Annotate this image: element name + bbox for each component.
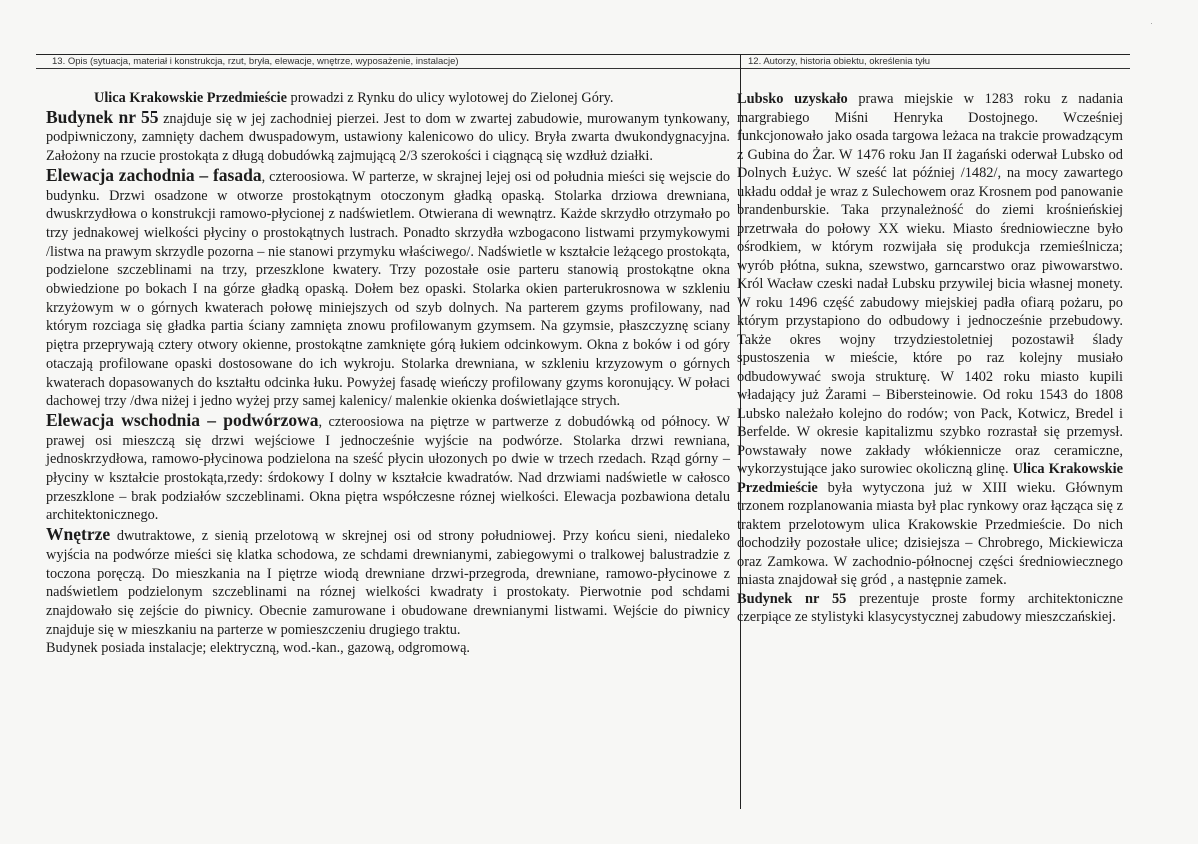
paragraph-text: dwutraktowe, z sienią przelotową w skrejnej osi od strony południowej. Przy końcu sieni, niedaleko wyjścia na podwórze mieści się klatka schodowa, ze schdami drewnianymi, zabiegowymi o tralkowej balustradzie z toczona poręczą. Do mieszkania na I piętrze wiodą drewniane drzwi-przegroda, drewniane, ramowo-płycinowe z nadświetlem podzielonym szczeblinami na róznej wielkości kwadraty i prostokaty. Pierwotnie pod schdami znajdowało się zejście do piwnicy. Obecnie zamurowane i obudowane drewnianymi listwami. Wejście do piwnicy znajduje się w mieszkaniu na parterze w pomieszczeniu drugiego traktu. bbox=[46, 528, 730, 638]
paragraph-text: znajduje się w jej zachodniej pierzei. Jest to dom w zwartej zabudowie, murowanym tynkowany, podpiwniczony, zamnięty dachem dwuspadowym, ustawiony kalenicowo do ulicy. Bryła zwarta dwukondygnacyjna. Założony na rzucie prostokąta z długą dobudówką zajmującą 2/3 szerokości i ciągnącą się wzdłuż działki. bbox=[46, 110, 730, 165]
paragraph-text: , czteroosiowa. W parterze, w skrajnej lejej osi od południa mieści się wejscie do budynku. Drzwi osadzone w otworze prostokątnym otoczonym gładką opaską. Stolarka drziowa drewniana, dwuskrzydłowa o konstrukcji ramowo-płycionej z nadświetlem. Otwierana di wewnątrz. Każde skrzydło otrzymało po trzy jednakowej wielkości płyciny o prostokątnych lustrach. Ponadto skrzydła wzbogacono listwami przymykowymi /listwa na prawym skrzydle pozorna – nie stanowi przymyku właściwego/. Nadświetle w kształcie leżącego prostokąta, podzielone szczeblinami na trzy, przeszklone kwatery. Trzy pozostałe osie parteru stanowią prostokątne okna obwiedzione po bokach I na górze gładką opaską. Dołem bez opaski. Stolarka okien parterukrosnowa w szkleniu krzyżowym w o górnych kwaterach połowę miniejszych od szyb dolnych. Na parterem gzyms profilowany, nad którym rozciaga się gładka partia ściany zamnięta znowu profilowanym gzymsem. Na gzymsie, płaszczyznę sciany piętra przeprywają cztery otwory okienne, prostokątne zamknięte górą łukiem odcinkowym. Okna z boków i od góry otaczają profilowane opaski dostosowane do ich wykroju. Stolarka drewniana, w szkleniu krzyzowym o górnych kwaterach dopasowanych do kształtu odcinka łuku. Powyżej fasadę wieńczy profilowany gzyms koronujący. W połaci dachowej trzy /dwa niżej i jedno wyżej przy samej kalenicy/ malenkie okienka doświetlające strych. bbox=[46, 168, 731, 410]
paragraph-text: prowadzi z Rynku do ulicy wylotowej do Zielonej Góry. bbox=[286, 90, 614, 106]
paragraph-street bbox=[46, 89, 730, 108]
paragraph-building-style bbox=[737, 590, 1123, 627]
paragraph-interior bbox=[46, 525, 730, 639]
paragraph-text: prezentuje proste formy architektoniczne czerpiące ze stylistyki klasycystycznej zabudowy mieszczańskiej. bbox=[737, 590, 1123, 625]
town-heading: Lubsko uzyskało bbox=[737, 91, 848, 107]
paragraph-text: była wytyczona już w XIII wieku. Głównym trzonem rozplanowania miasta był plac rynkowy oraz łącząca się z traktem przelotowym ulica Krakowskie Przedmieście. Do nich dochodziły pozostałe ulice; dzisiejsza – Chrobrego, Mickiewicza oraz Zamkowa. W zachodnio-północnej części średniowiecznego miasta znajdował się gród , a następnie zamek. bbox=[737, 479, 1123, 588]
paragraph-installations bbox=[46, 639, 730, 658]
paragraph-text: Budynek posiada instalacje; elektryczną, wod.-kan., gazową, odgromową. bbox=[46, 640, 470, 657]
description-column bbox=[46, 89, 730, 658]
right-column-heading: 12. Autorzy, historia obiektu, określenia tyłu bbox=[748, 56, 931, 67]
paragraph-history bbox=[737, 90, 1123, 590]
street-name: Ulica Krakowskie Przedmieście bbox=[94, 90, 287, 106]
paragraph-west-elevation bbox=[46, 166, 730, 411]
header-rule bbox=[36, 68, 1130, 69]
east-elevation-heading: Elewacja wschodnia – podwórzowa bbox=[46, 409, 319, 430]
paragraph-building bbox=[46, 108, 730, 166]
interior-heading: Wnętrze bbox=[46, 524, 111, 545]
building-heading: Budynek nr 55 bbox=[46, 106, 159, 127]
scan-mark: · bbox=[1150, 18, 1153, 28]
history-column bbox=[737, 90, 1123, 627]
building-heading: Budynek nr 55 bbox=[737, 590, 847, 607]
paragraph-east-elevation bbox=[46, 411, 730, 525]
west-elevation-heading: Elewacja zachodnia – fasada bbox=[46, 164, 262, 185]
paragraph-text: , czteroosiowa na piętrze w partwerze z dobudówką od północy. W prawej osi mieszczą się drzwi wejściowe I jednocześnie wyjście na podwórze. Stolarka drzwi rewniana, jednoskrzydłowa, ramowo-płycinowa podzielona na sześć płycin ułozonych po dwie w trzech rzedach. Rząd górny – płyciny w kształcie prostokąta,rzedy: śrdokowy I dolny w kształcie kwadratów. Nad drzwiami nadświetle w całosco przeszklone – brak podziałów szczeblinami. Okna piętra współczesne róznej wielkości. Elewacja pozbawiona detalu architektonicznego. bbox=[46, 413, 731, 524]
paragraph-text: prawa miejskie w 1283 roku z nadania margrabiego Miśni Henryka Dostojnego. Wcześniej funkcjonowało jako osada targowa leżaca na trakcie prowadzącym z Gubina do Żar. W 1476 roku Jan II żagański oderwał Lubsko od Dolnych Łużyc. W sześć lat później /1482/, na mocy zawartego układu oddał je wraz z Sulechowem oraz Krosnem pod panowanie brandenburskie. Taka przynależność do ziemi krośnieńskiej przetrwała do połowy XX wieku. Miasto średniowieczne było ośrodkiem, w którym rozwijała się produkcja rzemieślnicza; wyrób płótna, sukna, szewstwo, garncarstwo oraz piwowarstwo. Król Wacław czeski nadał Lubsku przywilej bicia własnej monety. W roku 1496 część zabudowy miejskiej padła ofiarą pożaru, po którym przystapiono do odbudowy i jednocześnie przebudowy. Także okres wojny trzydziestoletniej pozostawił ślady spustoszenia w mieście, które po raz kolejny musiało odbudowywać swoja strukturę. W 1402 roku miasto kupili władający już Żarami – Bibersteinowie. Od roku 1543 do 1808 Lubsko należało kolejno do rodów; von Pack, Kotwicz, Bredel i Berfelde. W okresie kapitalizmu szybko rozrastał się przemysł. Powstawały nowe zakłady włókiennicze oraz ceramiczne, wykorzystujące jako surowiec okoliczną glinę. bbox=[737, 91, 1123, 477]
street-name: Ulica Krakowskie Przedmieście bbox=[737, 461, 1123, 496]
left-column-heading: 13. Opis (sytuacja, materiał i konstrukcja, rzut, bryła, elewacje, wnętrze, wyposażenie, instalacje) bbox=[52, 56, 459, 67]
